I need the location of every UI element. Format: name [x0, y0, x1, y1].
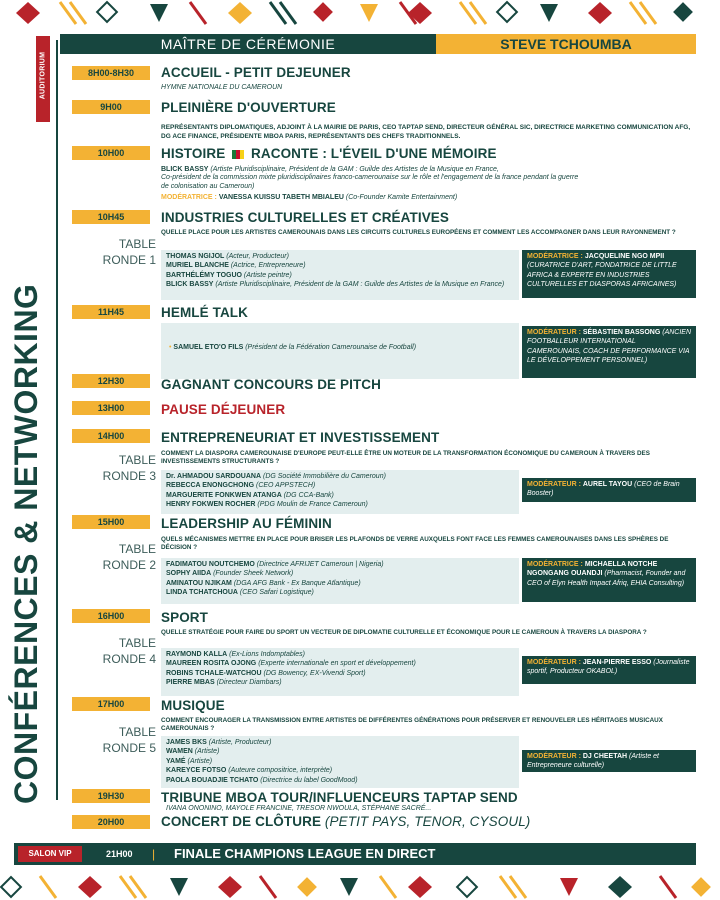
moderator-label: MODÉRATRICE :	[527, 561, 583, 568]
moderator-line	[161, 194, 457, 201]
time-badge: 16H00	[72, 609, 150, 623]
session-question: COMMENT ENCOURAGER LA TRANSMISSION ENTRE ARTISTES DE DIFFÉRENTES GÉNÉRATIONS POUR PRÉSERVER ET RENOUVELER LES HÉRITAGES MUSICAUX CAMEROUNAIS ?	[161, 717, 663, 732]
session-description: REPRÉSENTANTS DIPLOMATIQUES, ADJOINT À LA MAIRIE DE PARIS, CEO TAPTAP SEND, DIRECTEUR GÉNÉRAL SIC, DIRECTRICE MARKETING COMMUNICATION AFG, DG ACE FINANCE, PRÉSIDENTE MBOA PARIS, REPRÉSENTANTS DES CHEFS TRADITIONNELS.	[161, 124, 691, 140]
speaker-role-line: Co-président de la commission mixte pluridisciplinaires franco-camerounaise sur le rôle et l'engagement de la france pendant la guerre	[161, 174, 579, 182]
round-table-word: TABLE	[118, 542, 156, 556]
speaker-role: (PDG Moulin de France Cameroun)	[257, 501, 368, 509]
session-title: PLEINIÈRE D'OUVERTURE	[161, 100, 336, 115]
time-badge: 20H00	[72, 815, 150, 829]
speakers-box	[161, 648, 519, 696]
round-table-label	[66, 541, 156, 573]
session-question: QUELLE PLACE POUR LES ARTISTES CAMEROUNAIS DANS LES CIRCUITS CULTURELS EUROPÉENS ET COMMENT LES ACCOMPAGNER DANS LEUR RAYONNEMENT ?	[161, 229, 676, 236]
footer-time: 21H00	[106, 849, 133, 859]
session-title: LEADERSHIP AU FÉMININ	[161, 516, 332, 531]
speaker-name: JAMES BKS	[166, 739, 207, 746]
moderator-label: MODÉRATEUR :	[527, 481, 581, 488]
session-question: QUELS MÉCANISMES METTRE EN PLACE POUR BRISER LES PLAFONDS DE VERRE AUXQUELS FONT FACE LES FEMMES CAMEROUNAISES DANS LES SPHÈRES DE DÉCISION ?	[161, 536, 669, 551]
speakers-box	[161, 558, 519, 604]
speaker-role: (DG CCA-Bank)	[283, 491, 334, 499]
speaker-name: THOMAS NGIJOL	[166, 253, 225, 260]
auditorium-tag	[36, 36, 50, 122]
speaker-name: RAYMOND KALLA	[166, 651, 228, 658]
session-subtitle: IVANA ONONINO, MAYOLE FRANCINE, TRESOR NWOULA, STÉPHANE SACRÉ...	[166, 805, 432, 812]
speaker-role: (Acteur, Producteur)	[226, 253, 289, 260]
moderator-box	[522, 750, 696, 772]
speaker-name: BLICK BASSY	[166, 281, 214, 289]
session-title: SPORT	[161, 610, 209, 625]
speaker-role: (Ex-Lions Indomptables)	[229, 651, 306, 658]
speaker-role: (Président de la Fédération Camerounaise de Football)	[245, 344, 417, 351]
moderator-name: MICHAELLA NOTCHE NGONGANG OUANDJI	[527, 561, 658, 578]
time-badge: 8H00-8H30	[72, 66, 150, 80]
session-title: HEMLÉ TALK	[161, 305, 248, 320]
speaker-name: BARTHÉLÉMY TOGUO	[166, 271, 242, 279]
round-table-number: RONDE 2	[102, 558, 156, 572]
bottom-pattern-border	[0, 874, 720, 900]
moderator-box	[522, 478, 696, 502]
moderator-name: SÉBASTIEN BASSONG	[582, 329, 661, 336]
speaker-name: MAUREEN ROSITA OJONG	[166, 660, 257, 668]
speaker-name: MURIEL BLANCHE	[166, 262, 229, 270]
time-badge: 15H00	[72, 515, 150, 529]
session-title-main: CONCERT DE CLÔTURE	[161, 814, 322, 829]
time-badge: 9H00	[72, 100, 150, 114]
speaker-name: LINDA TCHATCHOUA	[166, 589, 238, 597]
footer-bar	[14, 843, 696, 865]
cameroon-flag-icon	[232, 150, 244, 159]
session-title: ACCUEIL - PETIT DEJEUNER	[161, 65, 351, 80]
speaker-role: (Artiste Pluridisciplinaire, Président de la GAM : Guilde des Artistes de la Musique en France)	[215, 281, 505, 289]
speaker-name: KAREYCE FOTSO	[166, 767, 227, 775]
speaker-name: SOPHY AIIDA	[166, 570, 212, 578]
session-title: GAGNANT CONCOURS DE PITCH	[161, 377, 382, 392]
speaker-name: PAOLA BOUADJIE TCHATO	[166, 776, 259, 784]
speaker-role: (CEO APPSTECH)	[255, 482, 316, 490]
speaker-role: (DG Société Immobilière du Cameroun)	[262, 473, 386, 480]
salon-vip-badge: SALON VIP	[18, 846, 82, 862]
round-table-label	[66, 724, 156, 756]
bottom-pattern-svg	[0, 874, 720, 900]
moderator-box	[522, 558, 696, 602]
round-table-word: TABLE	[118, 453, 156, 467]
round-table-number: RONDE 5	[102, 741, 156, 755]
time-badge: 19H30	[72, 789, 150, 803]
round-table-number: RONDE 1	[102, 253, 156, 267]
session-title-part: HISTOIRE	[161, 146, 226, 161]
speaker-name: ROBINS TCHALE-WATCHOU	[166, 669, 262, 677]
speaker-role: (DGA AFG Bank - Ex Banque Atlantique)	[233, 579, 361, 587]
session-title-part: RACONTE : L'ÉVEIL D'UNE MÉMOIRE	[251, 146, 497, 161]
speaker-role: (Founder Sheek Network)	[213, 570, 294, 578]
moderator-role: (Pharmacist, Founder and CEO of Elyn Health Impact Afriq, EHIA Consulting)	[527, 570, 686, 587]
moderator-role: (ANCIEN FOOTBALLEUR INTERNATIONAL CAMEROUNAIS, COACH DE PERFORMANCE VIA LE DÉVELOPPEMENT PERSONNEL)	[527, 329, 692, 365]
moderator-name: VANESSA KUISSU TABETH MBIALEU	[218, 194, 344, 201]
vertical-divider	[56, 40, 58, 800]
session-title: MUSIQUE	[161, 698, 225, 713]
round-table-word: TABLE	[118, 237, 156, 251]
round-table-number: RONDE 4	[102, 652, 156, 666]
session-speaker-info	[161, 166, 693, 191]
moderator-name: JACQUELINE NGO MPII	[584, 253, 665, 260]
speaker-name: PIERRE MBAS	[166, 679, 215, 687]
speaker-name: FADIMATOU NOUTCHEMO	[166, 561, 255, 568]
round-table-number: RONDE 3	[102, 469, 156, 483]
moderator-box	[522, 250, 696, 298]
speaker-name: Dr. AHMADOU SARDOUANA	[166, 473, 262, 480]
moderator-name: JEAN-PIERRE ESSO	[582, 659, 652, 666]
time-badge: 11H45	[72, 305, 150, 319]
moderator-name: AUREL TAYOU	[582, 481, 633, 488]
moderator-role: (CEO de Brain Booster)	[527, 481, 680, 498]
time-badge: 13H00	[72, 401, 150, 415]
speaker-name: MARGUERITE FONKWEN ATANGA	[166, 491, 282, 499]
round-table-word: TABLE	[118, 725, 156, 739]
moderator-role: (Journaliste sportif, Producteur OKABOL)	[527, 659, 690, 676]
moderator-label: MODÉRATEUR :	[527, 753, 581, 760]
round-table-label	[66, 236, 156, 268]
session-question: QUELLE STRATÉGIE POUR FAIRE DU SPORT UN VECTEUR DE DIPLOMATIE CULTURELLE ET ÉCONOMIQUE POUR LE CAMEROUN À TRAVERS LA DIASPORA ?	[161, 629, 647, 636]
moderator-name: DJ CHEETAH	[582, 753, 628, 760]
session-title: ENTREPRENEURIAT ET INVESTISSEMENT	[161, 430, 440, 445]
moderator-label: MODÉRATRICE :	[161, 194, 217, 201]
top-pattern-border	[0, 0, 720, 26]
moderator-role: (CURATRICE D'ART, FONDATRICE DE LITTLE AFRICA & EXPERTE EN INDUSTRIES CULTURELLES ET DIASPORAS AFRICAINES)	[527, 262, 677, 289]
speakers-box	[161, 736, 519, 788]
mc-name: STEVE TCHOUMBA	[436, 34, 696, 54]
speaker-name: REBECCA ENONGCHONG	[166, 482, 255, 490]
speakers-box	[161, 250, 519, 300]
speaker-role: (Artiste)	[194, 748, 220, 756]
mc-label: MAÎTRE DE CÉRÉMONIE	[60, 34, 436, 54]
footer-title: FINALE CHAMPIONS LEAGUE EN DIRECT	[174, 846, 436, 861]
round-table-word: TABLE	[118, 636, 156, 650]
speaker-role: (Artiste peintre)	[243, 271, 292, 279]
speaker-role: (Artiste Pluridisciplinaire, Président de la GAM : Guilde des Artistes de la Musique en France,	[210, 166, 499, 173]
speaker-name: WAMEN	[166, 748, 193, 756]
speaker-role: (DG Bowency, EX-Vivendi Sport)	[263, 669, 366, 677]
speaker-role: (Directeur Diambars)	[216, 679, 282, 687]
auditorium-label: AUDITORIUM	[39, 51, 47, 100]
time-badge: 17H00	[72, 697, 150, 711]
speaker-role: (Experte internationale en sport et développement)	[258, 660, 416, 668]
speaker-role: (Actrice, Entrepreneure)	[230, 262, 306, 270]
session-title	[161, 814, 530, 829]
speaker-role-line: de colonisation au Cameroun)	[161, 182, 255, 190]
master-of-ceremony-header	[60, 34, 696, 54]
speaker-role: (CEO Safari Logistique)	[239, 589, 314, 597]
session-question: COMMENT LA DIASPORA CAMEROUNAISE D'EUROPE PEUT-ELLE ÊTRE UN MOTEUR DE LA TRANSFORMATION ÉCONOMIQUE DU CAMEROUN À TRAVERS DES INVESTISSEMENTS STRUCTURANTS ?	[161, 450, 650, 465]
session-title-extra: (PETIT PAYS, TENOR, CYSOUL)	[324, 814, 531, 829]
session-title	[161, 146, 497, 161]
speakers-box	[161, 323, 519, 379]
top-pattern-svg	[0, 0, 720, 26]
speaker-role: (Directrice du label GoodMood)	[260, 776, 358, 784]
moderator-label: MODÉRATEUR :	[527, 659, 581, 666]
speaker-name: HENRY FOKWEN ROCHER	[166, 501, 256, 509]
moderator-box	[522, 656, 696, 684]
speaker-role: (Artiste, Producteur)	[208, 739, 272, 746]
round-table-label	[66, 452, 156, 484]
speaker-name: YAMÉ	[166, 757, 186, 765]
moderator-role: (Co-Founder Kamite Entertainment)	[345, 194, 458, 201]
session-subtitle: HYMNE NATIONALE DU CAMEROUN	[161, 84, 283, 91]
moderator-box	[522, 326, 696, 378]
moderator-role: (Artiste et Entrepreneure culturelle)	[527, 753, 659, 770]
speakers-box	[161, 470, 519, 514]
moderator-label: MODÉRATEUR :	[527, 329, 581, 336]
moderator-label: MODÉRATRICE :	[527, 253, 583, 260]
speaker-role: (Auteure compositrice, interprète)	[228, 767, 333, 775]
speaker-name: AMINATOU NJIKAM	[166, 579, 232, 587]
time-badge: 14H00	[72, 429, 150, 443]
speaker-name: SAMUEL ETO'O FILS	[173, 344, 244, 351]
speaker-name: BLICK BASSY	[161, 166, 209, 173]
speaker-role: (Directrice AFRIJET Cameroun | Nigeria)	[256, 561, 384, 568]
time-badge: 10H45	[72, 210, 150, 224]
footer-separator: |	[152, 847, 156, 861]
round-table-label	[66, 635, 156, 667]
speaker-role: (Artiste)	[187, 757, 213, 765]
session-title: PAUSE DÉJEUNER	[161, 402, 286, 417]
time-badge: 10H00	[72, 146, 150, 160]
vertical-title: CONFÉRENCES & NETWORKING	[8, 283, 44, 804]
time-badge: 12H30	[72, 374, 150, 388]
session-title: INDUSTRIES CULTURELLES ET CRÉATIVES	[161, 210, 450, 225]
session-title: TRIBUNE MBOA TOUR/INFLUENCEURS TAPTAP SEND	[161, 790, 518, 805]
bullet-icon: •	[169, 344, 172, 351]
